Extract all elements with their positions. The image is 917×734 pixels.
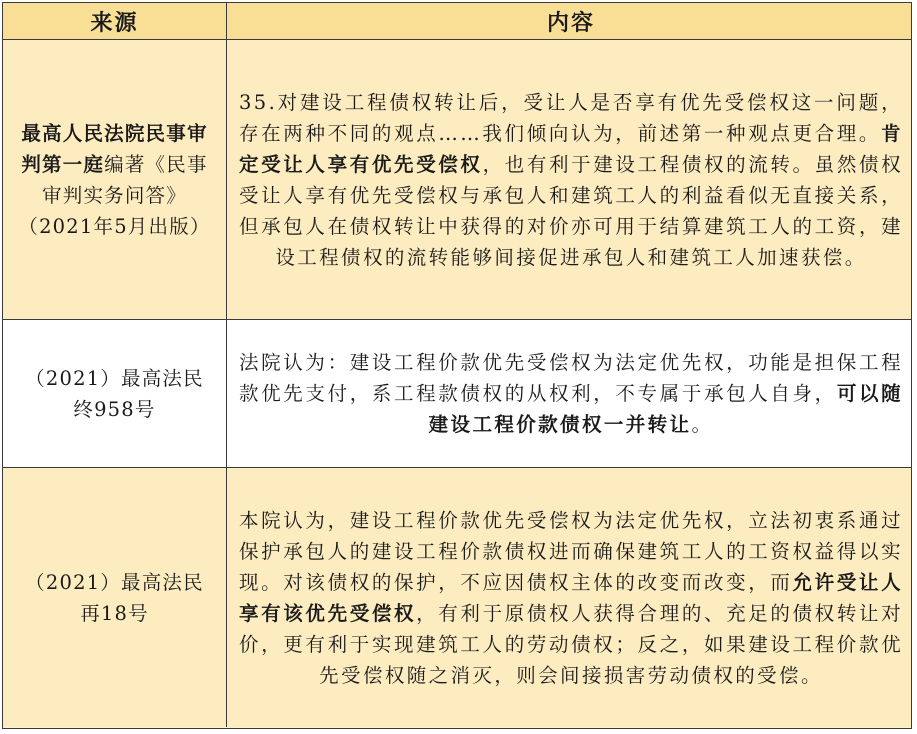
table-row <box>3 468 911 727</box>
content-text-part: ，有利于原债权人获得合理的、充足的债权转让对价，更有利于实现建筑工人的劳动债权；反之，如果建设工程价款优先受偿权随之消灭，则会间接损害劳动债权的受偿。 <box>239 601 903 687</box>
source-cell <box>3 40 227 319</box>
source-cell <box>3 468 227 727</box>
source-case-number: （2021）最高法民再18号 <box>25 570 204 625</box>
header-content-cell <box>227 3 911 39</box>
content-cell <box>227 320 911 467</box>
table-row <box>3 320 911 468</box>
content-text-part: 。 <box>691 413 714 436</box>
header-source-label: 来源 <box>90 9 139 36</box>
source-text <box>15 118 214 242</box>
content-text-part: ，也有利于建设工程债权的流转。虽然债权受让人享有优先受偿权与承包人和建筑工人的利益看似无直接关系，但承包人在债权转让中获得的对价亦可用于结算建筑工人的工资，建设工程债权的流转能够间接促进承包人和建筑工人加速获偿。 <box>239 152 903 269</box>
content-emphasis: 肯定受让人享有优先受偿权 <box>239 121 903 176</box>
content-cell <box>227 468 911 727</box>
table-header-row <box>3 3 911 40</box>
table-row <box>3 40 911 320</box>
content-text-part: 法院认为：建设工程价款优先受偿权为法定优先权，功能是担保工程款优先支付，系工程款债权的从权利，不专属于承包人自身， <box>239 351 903 405</box>
source-publication: 编著《民事审判实务问答》（2021年5月出版） <box>18 152 211 238</box>
content-emphasis: 可以随建设工程价款债权一并转让 <box>428 382 903 436</box>
header-source-cell <box>3 3 227 39</box>
content-emphasis: 允许受让人享有该优先受偿权 <box>239 570 903 625</box>
content-text-part: 35.对建设工程债权转让后，受让人是否享有优先受偿权这一问题，存在两种不同的观点……我们倾向认为，前述第一种观点更合理。 <box>239 90 903 145</box>
source-court-name: 最高人民法院民事审判第一庭 <box>21 121 208 176</box>
content-text <box>239 347 903 440</box>
source-cell <box>3 320 227 467</box>
content-text-part: 本院认为，建设工程价款优先受偿权为法定优先权，立法初衷系通过保护承包人的建设工程价款债权进而确保建筑工人的工资权益得以实现。对该债权的保护，不应因债权主体的改变而改变，而 <box>239 508 903 594</box>
header-content-label: 内容 <box>546 9 595 36</box>
comparison-table <box>2 2 912 729</box>
source-case-number: （2021）最高法民终958号 <box>25 366 204 421</box>
content-cell <box>227 40 911 319</box>
content-text <box>239 87 903 273</box>
content-text <box>239 505 903 691</box>
